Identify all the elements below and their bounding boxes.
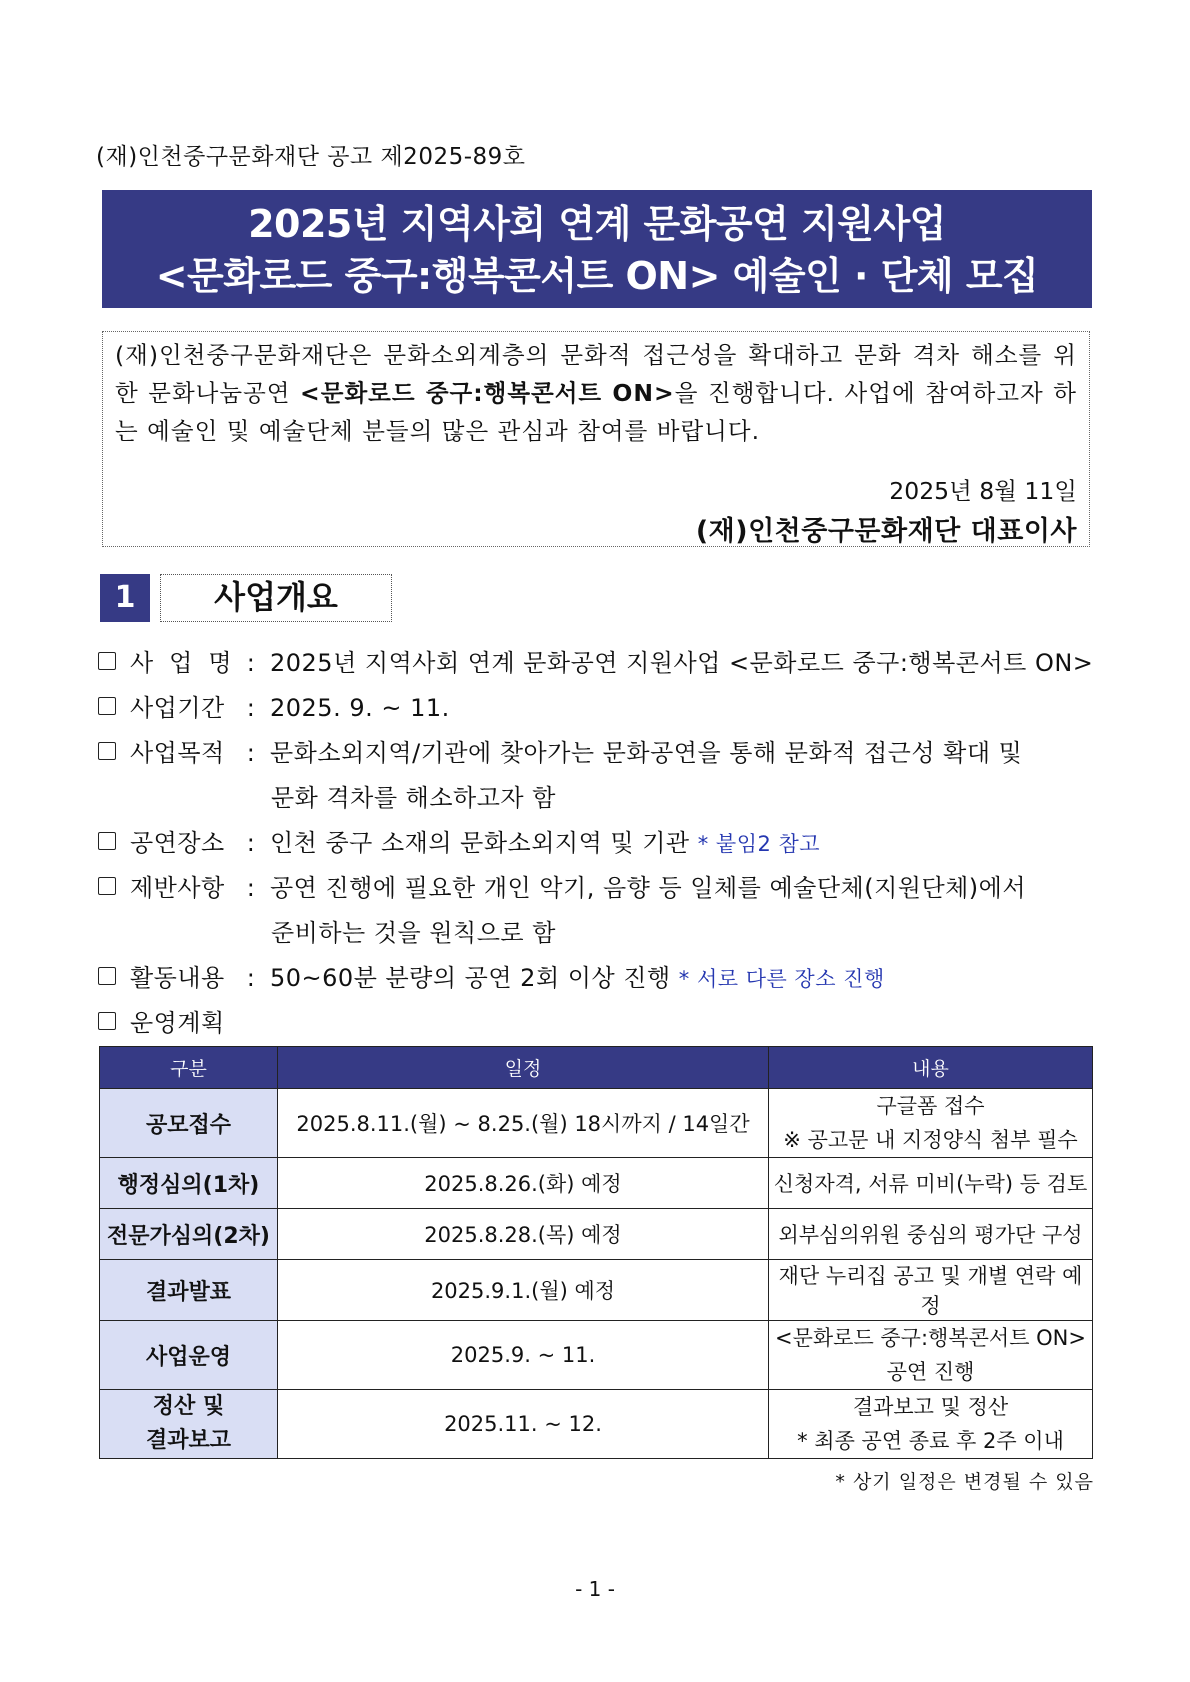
title-line-1: 2025년 지역사회 연계 문화공연 지원사업	[248, 202, 946, 246]
item-label: 사 업 명	[130, 649, 232, 677]
intro-text-part1: (재)인천중구문화재단은 문화소외계층의 문화적 접근성을 확대하고 문화 격차 해소를 위한 문화나눔공연	[115, 341, 1077, 407]
row-content-line: * 최종 공연 종료 후 2주 이내	[797, 1429, 1064, 1453]
row-date: 2025.9.1.(월) 예정	[278, 1260, 769, 1321]
item-requirements-cont: 준비하는 것을 원칙으로 함	[271, 919, 556, 947]
signature: (재)인천중구문화재단 대표이사	[695, 516, 1077, 547]
item-colon: :	[246, 829, 256, 857]
row-phase-line: 결과보고	[145, 1428, 231, 1453]
section-number: 1	[100, 574, 150, 622]
intro-text-part3: 을 진행합니다. 사업에 참여하고자 하는 예술인 및 예술단체 분들의 많은 관심과 참여를 바랍니다.	[115, 379, 1077, 445]
intro-box	[102, 331, 1090, 547]
checkbox-icon	[98, 1012, 116, 1030]
item-project-name	[98, 643, 1093, 678]
announcement-date: 2025년 8월 11일	[889, 477, 1077, 505]
row-phase: 행정심의(1차)	[100, 1158, 278, 1209]
intro-text	[115, 336, 1077, 450]
checkbox-icon	[98, 697, 116, 715]
item-note: * 서로 다른 장소 진행	[678, 967, 885, 991]
item-label: 제반사항	[130, 874, 225, 902]
item-content: 공연 진행에 필요한 개인 악기, 음향 등 일체를 예술단체(지원단체)에서	[270, 874, 1027, 902]
row-phase: 공모접수	[100, 1089, 278, 1158]
item-project-period	[98, 688, 450, 723]
item-label: 사업기간	[130, 694, 225, 722]
row-content: 외부심의위원 중심의 평가단 구성	[769, 1209, 1093, 1260]
item-project-purpose-cont: 문화 격차를 해소하고자 함	[271, 784, 556, 812]
item-colon: :	[246, 874, 256, 902]
header-date: 일정	[278, 1047, 769, 1089]
table-row	[100, 1209, 1093, 1260]
table-row	[100, 1158, 1093, 1209]
item-requirements	[98, 868, 1026, 903]
table-row	[100, 1260, 1093, 1321]
section-title: 사업개요	[160, 574, 392, 622]
table-row	[100, 1321, 1093, 1390]
table-row	[100, 1390, 1093, 1459]
item-label: 활동내용	[130, 964, 225, 992]
checkbox-icon	[98, 652, 116, 670]
row-date: 2025.11. ~ 12.	[278, 1390, 769, 1459]
row-content	[769, 1390, 1093, 1459]
row-content-line: 공연 진행	[886, 1360, 975, 1384]
item-operation-plan	[98, 1003, 225, 1038]
item-colon: :	[246, 739, 256, 767]
row-phase: 전문가심의(2차)	[100, 1209, 278, 1260]
item-label: 운영계획	[130, 1009, 225, 1037]
row-phase: 결과발표	[100, 1260, 278, 1321]
page-number: - 1 -	[575, 1577, 615, 1601]
row-content-line: 결과보고 및 정산	[852, 1395, 1009, 1419]
row-content-line: 구글폼 접수	[876, 1094, 985, 1118]
row-phase: 사업운영	[100, 1321, 278, 1390]
checkbox-icon	[98, 967, 116, 985]
schedule-table	[99, 1046, 1093, 1459]
title-banner	[102, 190, 1092, 308]
item-venue	[98, 823, 820, 858]
item-content: 50~60분 분량의 공연 2회 이상 진행	[270, 964, 671, 992]
row-content	[769, 1321, 1093, 1390]
item-content: 문화소외지역/기관에 찾아가는 문화공연을 통해 문화적 접근성 확대 및	[270, 739, 1023, 767]
intro-text-program-name: <문화로드 중구:행복콘서트 ON>	[300, 379, 675, 407]
item-colon: :	[246, 964, 256, 992]
row-phase-line: 정산 및	[152, 1394, 225, 1419]
row-content-line: <문화로드 중구:행복콘서트 ON>	[774, 1326, 1086, 1350]
item-activities	[98, 958, 885, 993]
row-content-line: ※ 공고문 내 지정양식 첨부 필수	[783, 1128, 1078, 1152]
item-project-purpose	[98, 733, 1022, 768]
item-label: 공연장소	[130, 829, 225, 857]
row-content: 재단 누리집 공고 및 개별 연락 예정	[769, 1260, 1093, 1321]
item-content: 2025년 지역사회 연계 문화공연 지원사업 <문화로드 중구:행복콘서트 ON>	[270, 649, 1094, 677]
row-content: 신청자격, 서류 미비(누락) 등 검토	[769, 1158, 1093, 1209]
row-date: 2025.9. ~ 11.	[278, 1321, 769, 1390]
row-date: 2025.8.28.(목) 예정	[278, 1209, 769, 1260]
row-date: 2025.8.26.(화) 예정	[278, 1158, 769, 1209]
checkbox-icon	[98, 742, 116, 760]
table-header-row	[100, 1047, 1093, 1089]
item-label: 사업목적	[130, 739, 225, 767]
schedule-footnote: * 상기 일정은 변경될 수 있음	[835, 1471, 1094, 1493]
checkbox-icon	[98, 877, 116, 895]
item-content: 인천 중구 소재의 문화소외지역 및 기관	[270, 829, 690, 857]
header-content: 내용	[769, 1047, 1093, 1089]
item-colon: :	[246, 694, 256, 722]
row-phase	[100, 1390, 278, 1459]
title-line-2: <문화로드 중구:행복콘서트 ON> 예술인 · 단체 모집	[155, 254, 1039, 298]
row-date: 2025.8.11.(월) ~ 8.25.(월) 18시까지 / 14일간	[278, 1089, 769, 1158]
notice-number: (재)인천중구문화재단 공고 제2025-89호	[96, 144, 526, 170]
item-content: 2025. 9. ~ 11.	[270, 694, 450, 722]
item-colon: :	[246, 649, 256, 677]
item-note: * 붙임2 참고	[697, 832, 821, 856]
table-row	[100, 1089, 1093, 1158]
row-content	[769, 1089, 1093, 1158]
checkbox-icon	[98, 832, 116, 850]
header-phase: 구분	[100, 1047, 278, 1089]
